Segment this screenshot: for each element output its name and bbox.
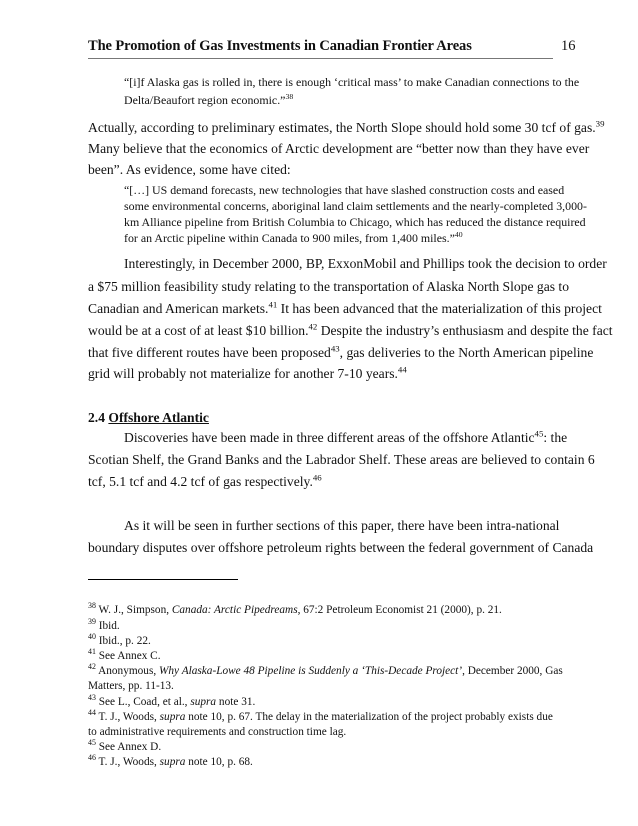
paragraph-line: Actually, according to preliminary estimates, the North Slope should hold some 30 tcf of gas.$^{39}$: [88, 118, 605, 135]
footnote-continuation: to administrative requirements and construction time lag.: [88, 726, 347, 738]
footnote-ref: 40: [454, 230, 463, 240]
footnote-separator: [88, 579, 238, 580]
footnote-ref: 46: [312, 472, 322, 483]
section-heading: 2.4 Offshore Atlantic: [88, 410, 209, 425]
running-header-title: The Promotion of Gas Investments in Canadian Frontier Areas: [88, 38, 553, 59]
paragraph-line: a $75 million feasibility study relating to the transportation of Alaska North Slope gas to: [88, 279, 569, 294]
paragraph-line: would be at a cost of at least $10 billion.$^{42}$ Despite the industry’s enthusiasm and despite the fact: [88, 321, 613, 338]
block-quote-line: for an Arctic pipeline within Canada to 900 miles, from 1,400 miles.”$^{40}$: [124, 230, 463, 245]
footnote: $^{38}$ W. J., Simpson, Canada: Arctic Pipedreams, 67:2 Petroleum Economist 21 (2000), p. 21.: [88, 601, 502, 616]
paragraph-line: As it will be seen in further sections of this paper, there have been intra-national: [124, 518, 560, 533]
page-number: 16: [561, 38, 576, 54]
paragraph-line: Interestingly, in December 2000, BP, ExxonMobil and Phillips took the decision to order: [124, 256, 607, 271]
footnote: $^{45}$ See Annex D.: [88, 738, 162, 753]
block-quote-line: Delta/Beaufort region economic.”$^{38}$: [124, 92, 294, 107]
paragraph-line: Discoveries have been made in three different areas of the offshore Atlantic$^{45}$: the: [124, 428, 568, 445]
footnote: $^{42}$ Anonymous, Why Alaska-Lowe 48 Pipeline is Suddenly a ‘This-Decade Project’, December 2000, Gas: [88, 662, 563, 677]
footnote-ref: 41: [268, 299, 278, 310]
footnote: $^{40}$ Ibid., p. 22.: [88, 632, 151, 647]
footnote-ref: 38: [285, 92, 294, 102]
footnote: $^{39}$ Ibid.: [88, 617, 120, 632]
paragraph-line: been”. As evidence, some have cited:: [88, 162, 291, 177]
block-quote-line: some environmental concerns, aboriginal land claim settlements and the nearly-completed 3,000-: [124, 199, 587, 213]
paragraph-line: grid will probably not materialize for another 7-10 years.$^{44}$: [88, 364, 407, 381]
paragraph-line: Many believe that the economics of Arctic development are “better now than they have ever: [88, 141, 590, 156]
paragraph-line: tcf, 5.1 tcf and 4.2 tcf of gas respectively.$^{46}$: [88, 472, 322, 489]
footnote-ref: 43: [330, 343, 340, 354]
footnote-ref: 42: [308, 321, 318, 332]
paragraph-line: that five different routes have been proposed$^{43}$, gas deliveries to the North American pipeline: [88, 343, 594, 360]
footnote-ref: 44: [397, 364, 407, 375]
footnote: $^{41}$ See Annex C.: [88, 647, 161, 662]
footnote: $^{46}$ T. J., Woods, supra note 10, p. 68.: [88, 753, 253, 768]
paragraph-line: Canadian and American markets.$^{41}$ It has been advanced that the materialization of this project: [88, 299, 602, 316]
block-quote-line: km Alliance pipeline from British Columbia to Chicago, which has reduced the distance required: [124, 215, 586, 229]
footnote-continuation: Matters, pp. 11-13.: [88, 680, 174, 692]
footnote-ref: 39: [595, 118, 605, 129]
block-quote-line: “[i]f Alaska gas is rolled in, there is enough ‘critical mass’ to make Canadian connections to the: [124, 75, 580, 89]
footnote-ref: 45: [534, 428, 544, 439]
footnote: $^{44}$ T. J., Woods, supra note 10, p. 67. The delay in the materialization of the project probably exists due: [88, 708, 553, 723]
footnote: $^{43}$ See L., Coad, et al., supra note 31.: [88, 693, 256, 708]
paragraph-line: Scotian Shelf, the Grand Banks and the Labrador Shelf. These areas are believed to contain 6: [88, 452, 595, 467]
block-quote-line: “[…] US demand forecasts, new technologies that have slashed construction costs and eased: [124, 183, 565, 197]
paragraph-line: boundary disputes over offshore petroleum rights between the federal government of Canada: [88, 540, 594, 555]
